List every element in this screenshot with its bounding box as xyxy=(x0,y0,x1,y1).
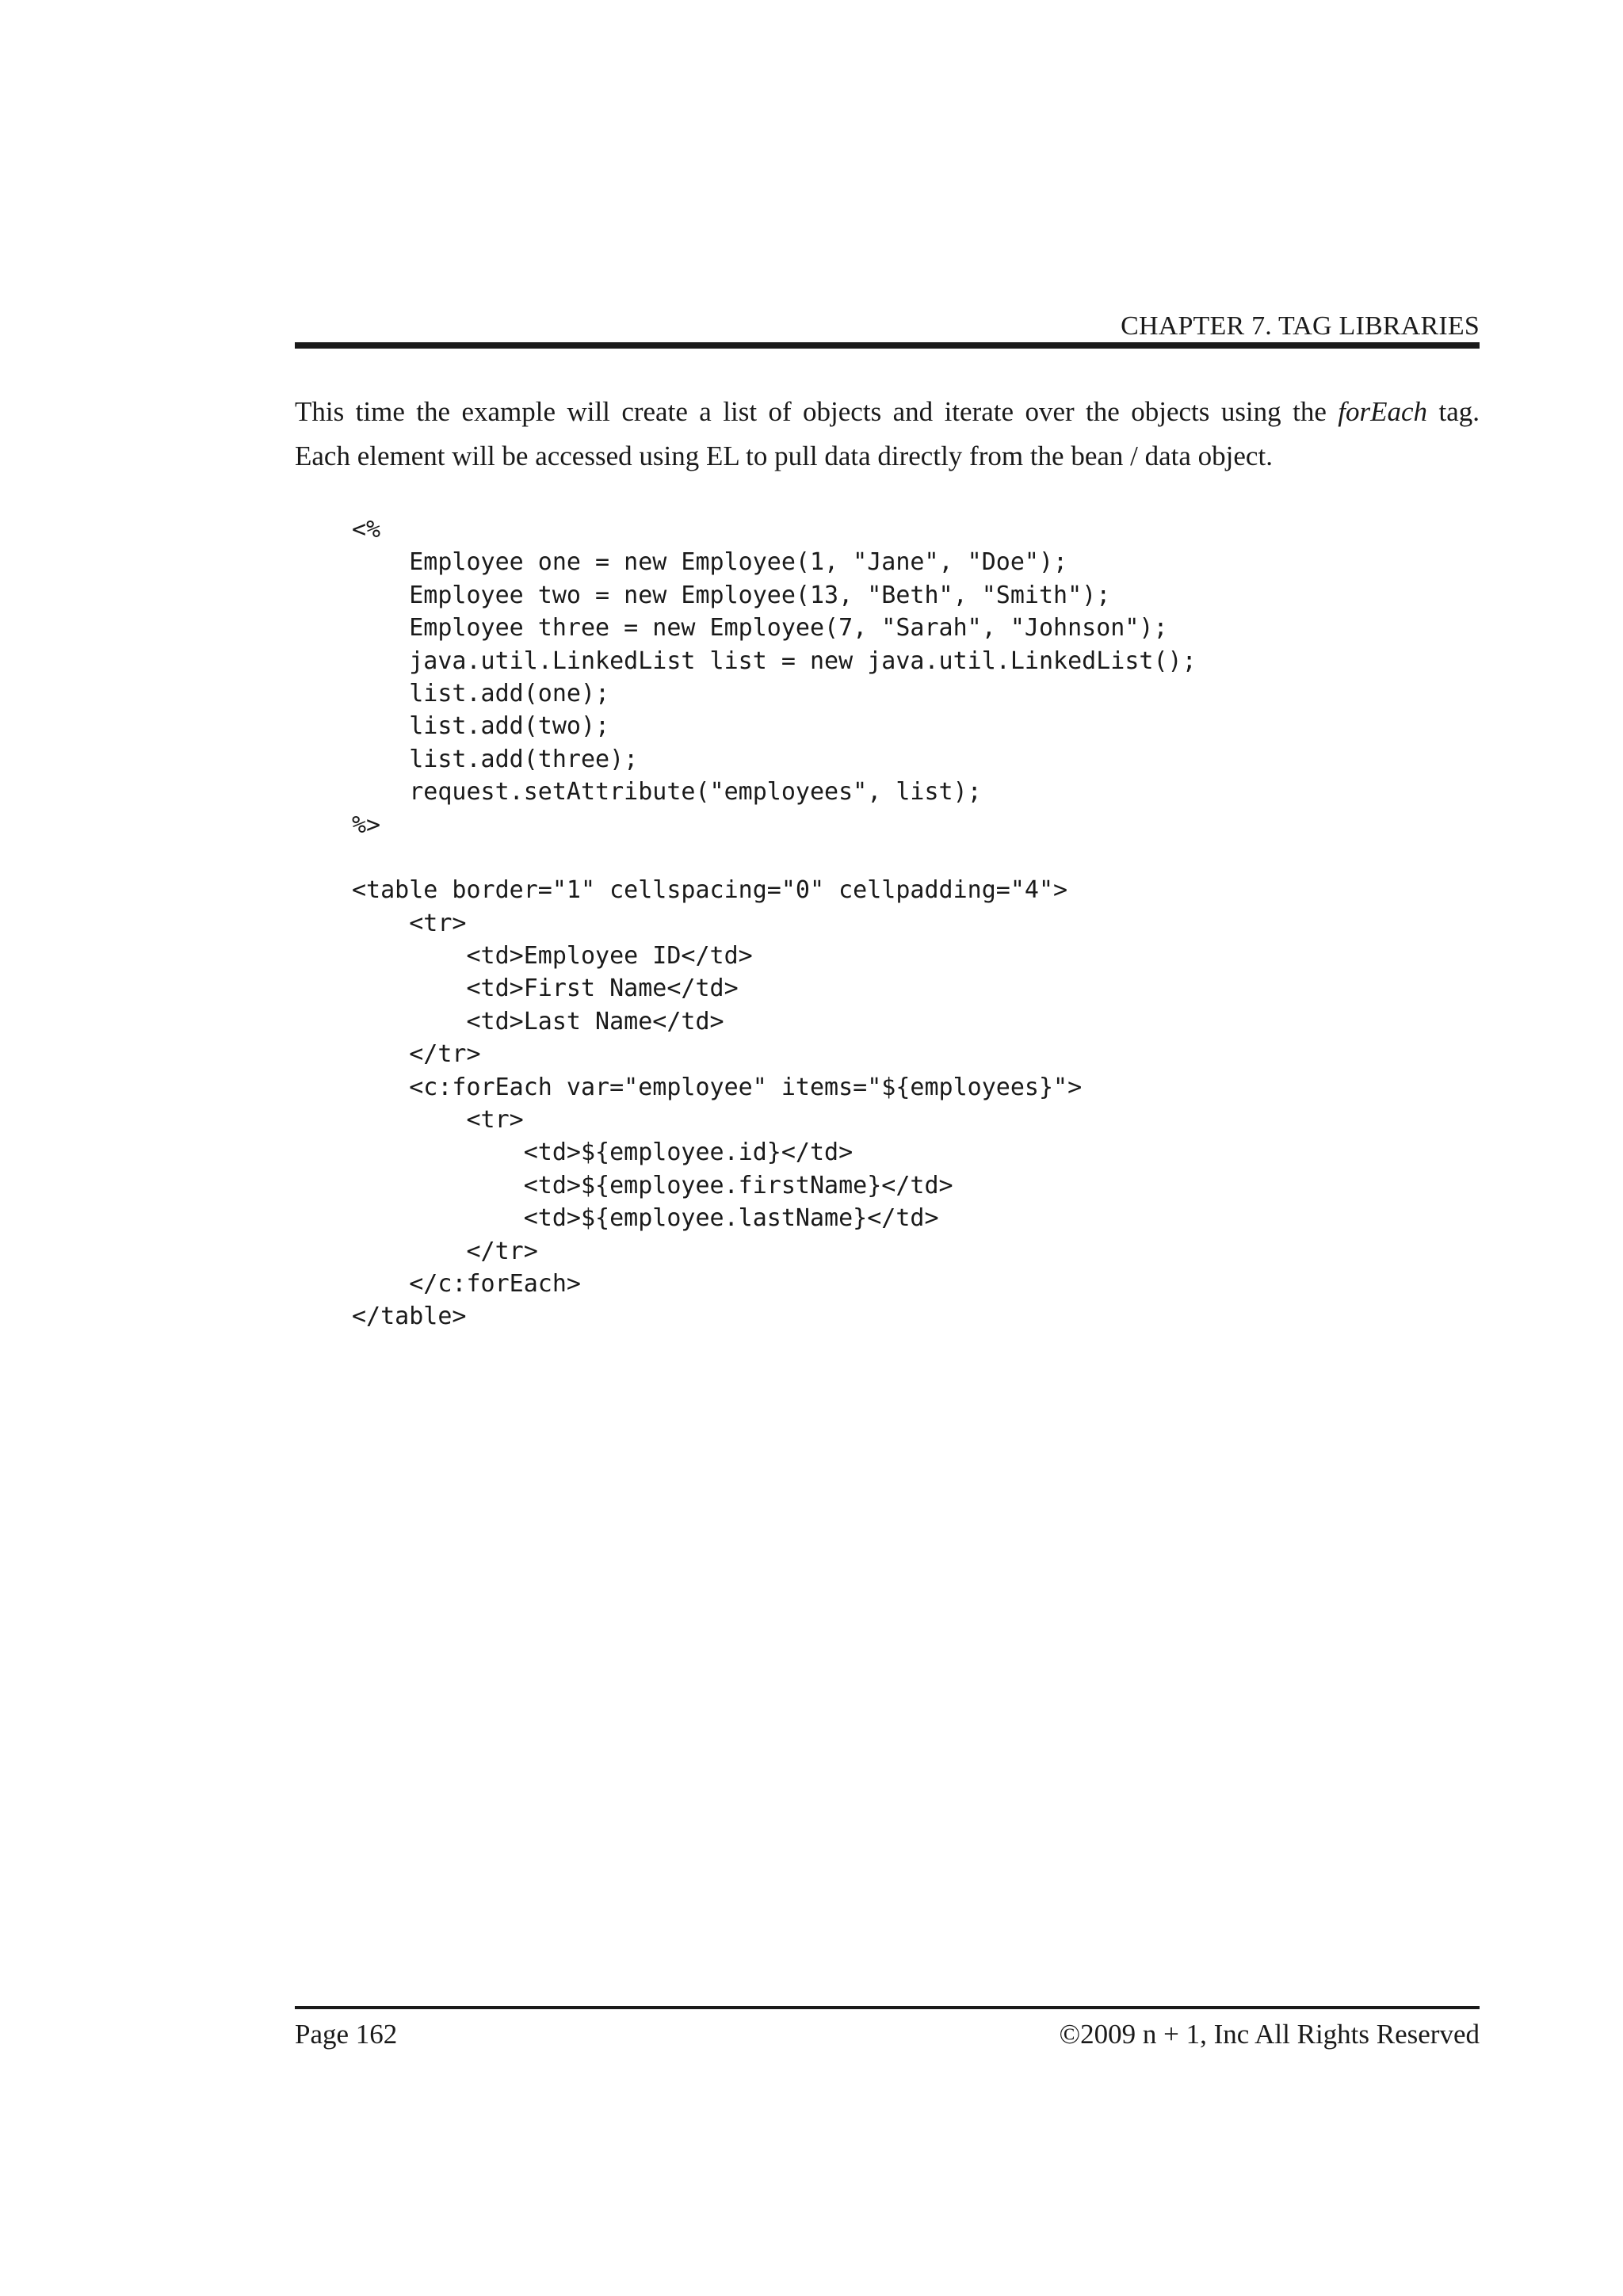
paragraph-line-1 xyxy=(295,390,1480,434)
code-line: <table border="1" cellspacing="0" cellpadding="4"> xyxy=(352,876,1068,905)
code-line: list.add(three); xyxy=(352,745,639,773)
code-line: </tr> xyxy=(352,1040,481,1069)
code-line: <td>${employee.id}</td> xyxy=(352,1138,854,1167)
code-line xyxy=(352,841,1197,874)
paragraph-text-end: tag. xyxy=(1427,396,1480,427)
code-line: list.add(two); xyxy=(352,712,610,741)
foreach-emphasis: forEach xyxy=(1338,396,1428,427)
header-rule xyxy=(295,342,1480,349)
code-line: <c:forEach var="employee" items="${employees}"> xyxy=(352,1073,1083,1101)
code-line: <% xyxy=(352,516,381,543)
code-line: <td>${employee.lastName}</td> xyxy=(352,1204,939,1233)
code-line: <td>${employee.firstName}</td> xyxy=(352,1171,953,1199)
code-line: %> xyxy=(352,810,381,839)
footer-rule xyxy=(295,2006,1480,2009)
code-line: <tr> xyxy=(352,909,467,937)
chapter-title: CHAPTER 7. TAG LIBRARIES xyxy=(1121,311,1480,341)
code-line: <td>First Name</td> xyxy=(352,974,739,1003)
code-line: <td>Employee ID</td> xyxy=(352,942,753,971)
code-line: Employee one = new Employee(1, "Jane", "Doe"); xyxy=(352,548,1068,577)
code-line: <td>Last Name</td> xyxy=(352,1007,724,1035)
code-line: </c:forEach> xyxy=(352,1269,581,1298)
code-line: <tr> xyxy=(352,1106,524,1135)
running-footer xyxy=(295,2012,1480,2057)
paragraph-text: This time the example will create a list of objects and iterate over the objects using the xyxy=(295,396,1338,427)
page-number: Page 162 xyxy=(295,2019,398,2050)
paragraph-line-2: Each element will be accessed using EL to pull data directly from the bean / data object. xyxy=(295,441,1273,471)
code-listing xyxy=(352,513,1197,1333)
code-line: </table> xyxy=(352,1302,467,1331)
code-line: </tr> xyxy=(352,1237,538,1265)
code-line: list.add(one); xyxy=(352,679,610,707)
code-line: Employee three = new Employee(7, "Sarah", "Johnson"); xyxy=(352,614,1168,643)
code-line: java.util.LinkedList list = new java.util.LinkedList(); xyxy=(352,646,1197,675)
body-paragraph xyxy=(295,390,1480,479)
code-line: request.setAttribute("employees", list); xyxy=(352,778,982,807)
copyright-notice: ©2009 n + 1, Inc All Rights Reserved xyxy=(1059,2019,1480,2050)
code-line: Employee two = new Employee(13, "Beth", "Smith"); xyxy=(352,581,1111,609)
